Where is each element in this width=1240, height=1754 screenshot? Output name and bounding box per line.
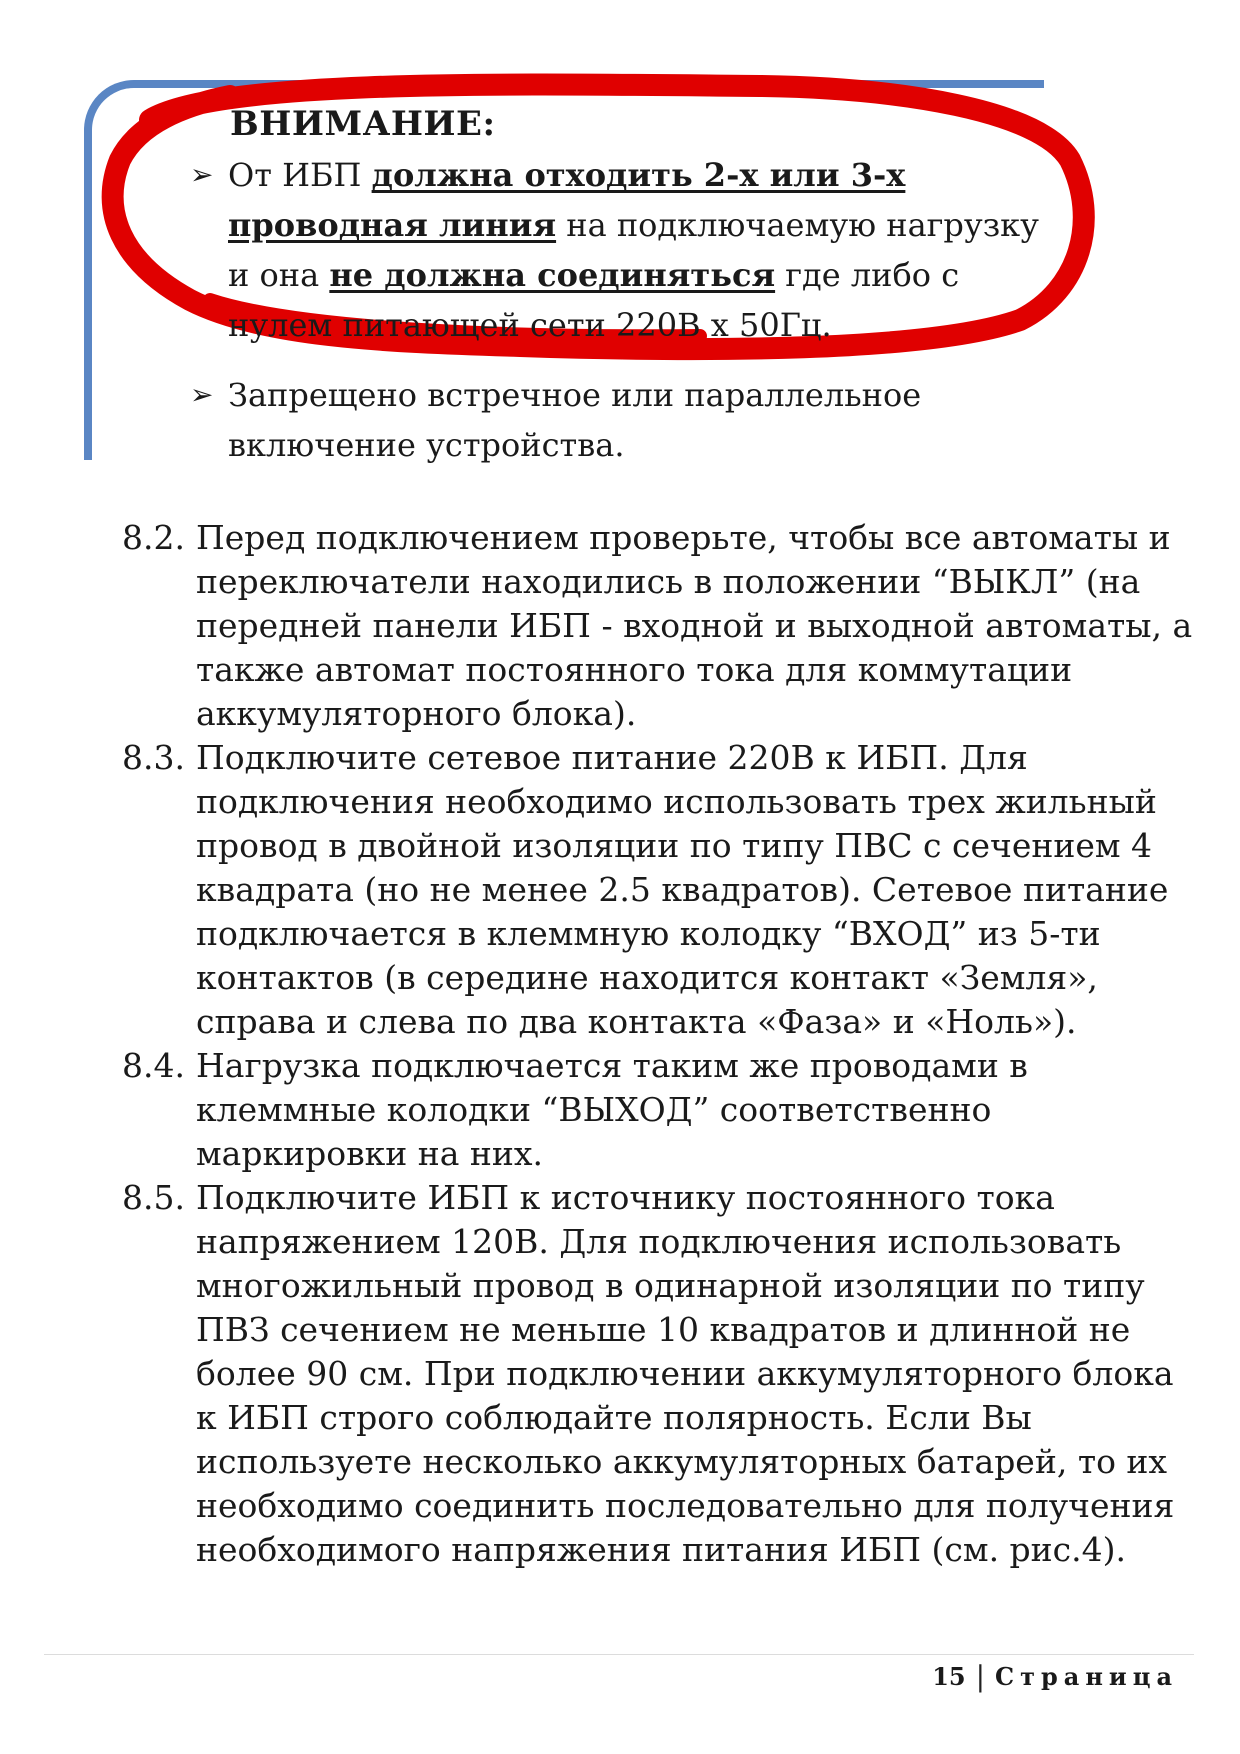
item-number: 8.4.: [122, 1046, 185, 1085]
instruction-list: [122, 516, 1202, 1572]
footer-divider: [44, 1654, 1194, 1655]
warning-bullet-parallel: [190, 370, 1060, 470]
warning-text-parallel: Запрещено встречное или параллельное включение устройства.: [228, 376, 922, 464]
item-number: 8.2.: [122, 518, 185, 557]
item-text: Нагрузка подключается таким же проводами в клеммные колодки “ВЫХОД” соответственно маркировки на них.: [196, 1046, 1028, 1173]
arrow-bullet-icon: ➢: [190, 158, 214, 191]
warning-bullet-wiring: [190, 150, 1060, 350]
attention-title: ВНИМАНИЕ:: [230, 104, 496, 144]
emphasis-line-requirement: должна отходить 2-х или 3-х проводная линия: [228, 156, 906, 244]
warning-text-wiring: От ИБП должна отходить 2-х или 3-х проводная линия на подключаемую нагрузку и она не должна соединяться где либо с нулем питающей сети 220В х 50Гц.: [228, 156, 1039, 344]
page-number: 15: [932, 1662, 966, 1691]
list-item: [122, 736, 1202, 1044]
page-label: Страница: [995, 1662, 1178, 1691]
item-text: Перед подключением проверьте, чтобы все автоматы и переключатели находились в положении “ВЫКЛ” (на передней панели ИБП - входной и выходной автоматы, а также автомат постоянного тока для коммутации аккумуляторного блока).: [196, 518, 1193, 733]
list-item: [122, 1176, 1202, 1572]
emphasis-no-connection: не должна соединяться: [329, 256, 776, 294]
list-item: [122, 516, 1202, 736]
item-text: Подключите ИБП к источнику постоянного тока напряжением 120В. Для подключения использовать многожильный провод в одинарной изоляции по типу ПВЗ сечением не меньше 10 квадратов и длинной не более 90 см. При подключении аккумуляторного блока к ИБП строго соблюдайте полярность. Если Вы используете несколько аккумуляторных батарей, то их необходимо соединить последовательно для получения необходимого напряжения питания ИБП (см. рис.4).: [196, 1178, 1175, 1569]
item-number: 8.5.: [122, 1178, 185, 1217]
item-text: Подключите сетевое питание 220В к ИБП. Для подключения необходимо использовать трех жильный провод в двойной изоляции по типу ПВС с сечением 4 квадрата (но не менее 2.5 квадратов). Сетевое питание подключается в клеммную колодку “ВХОД” из 5-ти контактов (в середине находится контакт «Земля», справа и слева по два контакта «Фаза» и «Ноль»).: [196, 738, 1169, 1041]
page-footer: [932, 1660, 1178, 1693]
footer-separator: |: [975, 1660, 986, 1693]
item-number: 8.3.: [122, 738, 185, 777]
arrow-bullet-icon: ➢: [190, 378, 214, 411]
list-item: [122, 1044, 1202, 1176]
